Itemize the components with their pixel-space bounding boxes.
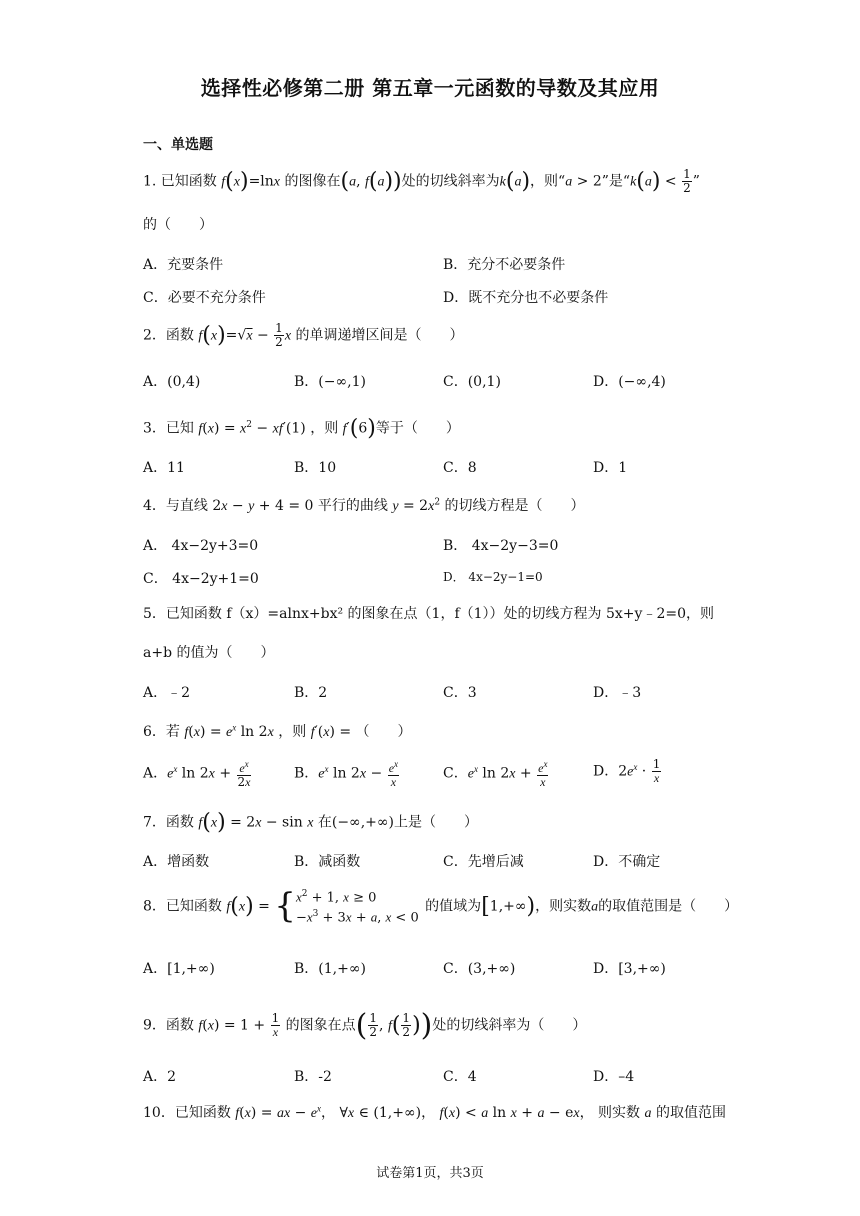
- q1-option-d: D．既不充分也不必要条件: [443, 290, 609, 306]
- q3-option-c: C．8: [443, 460, 477, 476]
- q6-option-a: A．$e^x$ ln 2x + $\frac{e^x}{2x}$: [143, 759, 251, 789]
- question-10-stem: 10．已知函数 f(x) = ax − $e^x$， ∀x ∈ (1,+∞)， f(x) < a ln x + a − ex， 则实数 a 的取值范围: [143, 1103, 726, 1121]
- question-5-stem-cont: a+b 的值为（ ）: [143, 645, 275, 661]
- q1-option-c: C．必要不充分条件: [143, 290, 266, 306]
- question-1-stem-cont: 的（ ）: [143, 217, 213, 233]
- question-1-stem: 1. 已知函数 f(x)=lnx 的图像在(a, f(a))处的切线斜率为k(a)，则“a > 2”是“k(a) < $\frac{1}{2}$ ”: [143, 167, 700, 195]
- q6-option-b: B．$e^x$ ln 2x − $\frac{e^x}{x}$: [294, 759, 399, 789]
- question-5-stem: 5．已知函数 f（x）=alnx+bx² 的图象在点（1，f（1））处的切线方程为 5x+y﹣2=0，则: [143, 606, 714, 622]
- q9-option-c: C．4: [443, 1069, 477, 1085]
- page-title: 选择性必修第二册 第五章一元函数的导数及其应用: [200, 76, 660, 100]
- q7-option-d: D．不确定: [593, 854, 661, 870]
- q9-option-b: B．-2: [294, 1069, 332, 1085]
- q7-option-b: B．减函数: [294, 854, 361, 870]
- q2-option-b: B．(−∞,1): [294, 374, 366, 390]
- q4-option-c: C． 4x−2y+1=0: [143, 571, 259, 587]
- question-9-stem: 9．函数 f(x) = 1 + $\frac{1}{x}$ 的图象在点( $\frac{1}{2}$ , f( $\frac{1}{2}$ ))处的切线斜率为（ ）: [143, 1008, 587, 1043]
- q1-option-b: B．充分不必要条件: [443, 257, 566, 273]
- page-footer: 试卷第1页，共3页: [376, 1166, 484, 1181]
- q8-option-a: A．[1,+∞): [143, 961, 215, 977]
- q5-option-c: C．3: [443, 685, 477, 701]
- question-8-stem: 8．已知函数 $f(x) = \{x^2 + 1$, x ≥ 0 $-x^3 + 3x + a$, x < 0 的值域为[1,+∞)，则实数a的取值范围是（ ）: [143, 886, 739, 927]
- q9-option-a: A．2: [143, 1069, 177, 1085]
- q8-option-b: B．(1,+∞): [294, 961, 366, 977]
- q4-option-a: A． 4x−2y+3=0: [143, 538, 259, 554]
- question-2-stem: 2．函数 f(x)=√x − $\frac{1}{2}$ x 的单调递增区间是（ ）: [143, 321, 464, 349]
- question-4-stem: 4．与直线 2x − y + 4 = 0 平行的曲线 $y = 2x^2$ 的切线方程是（ ）: [143, 497, 585, 514]
- q6-option-c: C．$e^x$ ln 2x + $\frac{e^x}{x}$: [443, 759, 548, 789]
- q8-option-c: C．(3,+∞): [443, 961, 516, 977]
- q5-option-d: D．﹣3: [593, 685, 642, 701]
- question-3-stem: 3．已知 $f(x) = x^2 - xf'(1)$ ，则 f′(6)等于（ ）: [143, 416, 460, 441]
- q4-option-d: D． 4x−2y−1=0: [443, 570, 543, 584]
- section-heading: 一、单选题: [143, 137, 213, 153]
- q2-option-c: C．(0,1): [443, 374, 501, 390]
- question-6-stem: 6．若 $f(x) = e^x$ ln 2x ，则 f′(x) = （ ）: [143, 722, 412, 740]
- q5-option-b: B．2: [294, 685, 328, 701]
- q7-option-a: A．增函数: [143, 854, 210, 870]
- q3-option-b: B．10: [294, 460, 337, 476]
- q3-option-a: A．11: [143, 460, 185, 476]
- q4-option-b: B． 4x−2y−3=0: [443, 538, 559, 554]
- q2-option-d: D．(−∞,4): [593, 374, 666, 390]
- q8-option-d: D．[3,+∞): [593, 961, 666, 977]
- q2-option-a: A．(0,4): [143, 374, 201, 390]
- question-7-stem: 7．函数 f(x) = 2x − sin x 在(−∞,+∞)上是（ ）: [143, 810, 479, 835]
- q3-option-d: D．1: [593, 460, 628, 476]
- q6-option-d: D．$2e^x$ · $\frac{1}{x}$: [593, 757, 661, 785]
- q9-option-d: D．–4: [593, 1069, 635, 1085]
- q7-option-c: C．先增后减: [443, 854, 524, 870]
- q5-option-a: A．﹣2: [143, 685, 191, 701]
- q1-option-a: A．充要条件: [143, 257, 224, 273]
